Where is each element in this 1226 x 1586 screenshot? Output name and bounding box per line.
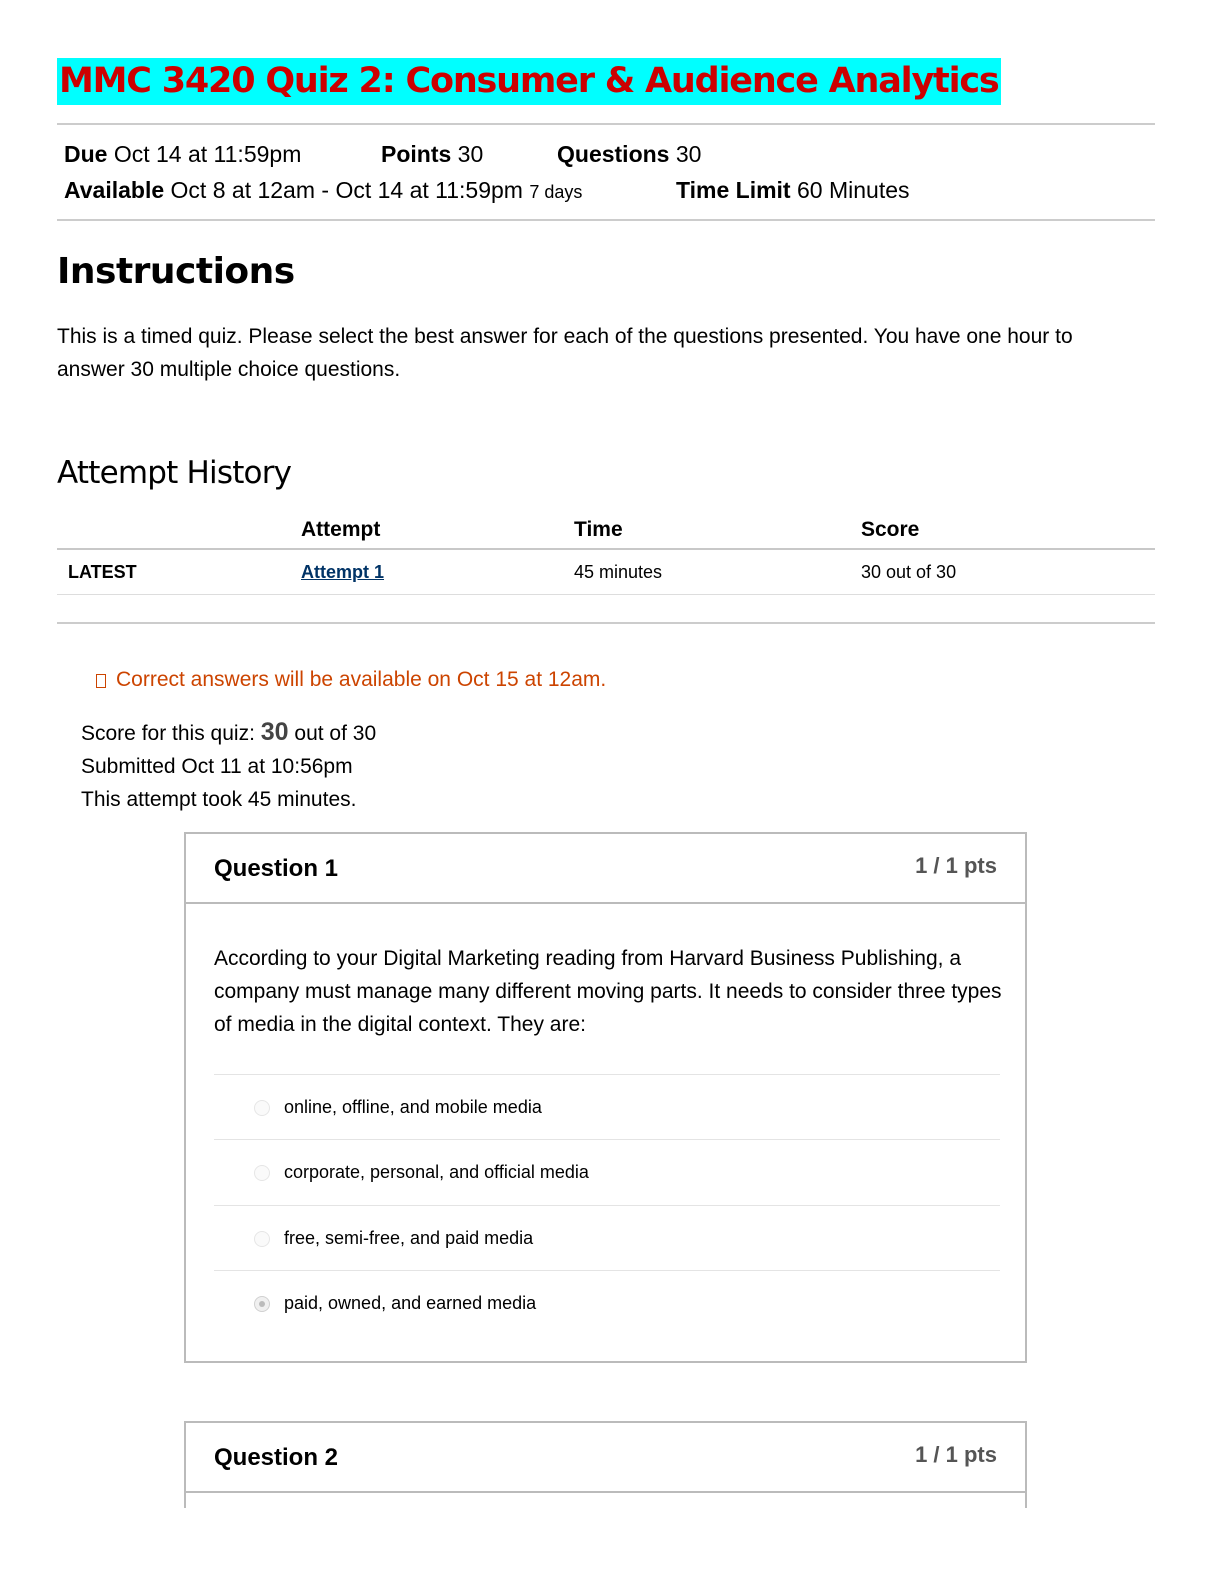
points-value: 30 xyxy=(457,141,484,167)
points-info xyxy=(381,140,483,168)
answer-label: online, offline, and mobile media xyxy=(284,1097,542,1117)
question-header xyxy=(186,834,1025,904)
questions-label: Questions xyxy=(557,141,670,167)
answer-label: paid, owned, and earned media xyxy=(284,1293,537,1313)
question-title: Question 1 xyxy=(214,855,339,882)
time-limit-label: Time Limit xyxy=(676,177,791,203)
available-value: Oct 8 at 12am - Oct 14 at 11:59pm xyxy=(170,177,523,203)
column-header-time: Time xyxy=(574,518,623,541)
due-label: Due xyxy=(64,141,108,167)
points-label: Points xyxy=(381,141,452,167)
answer-option-selected[interactable] xyxy=(214,1270,1000,1335)
question-points: 1 / 1 pts xyxy=(915,853,997,878)
question-card xyxy=(184,1421,1027,1521)
question-card xyxy=(184,832,1027,1363)
answer-label: free, semi-free, and paid media xyxy=(284,1228,534,1248)
divider xyxy=(57,219,1155,221)
table-header-divider xyxy=(57,548,1155,550)
answer-option[interactable] xyxy=(214,1139,1000,1204)
radio-button[interactable] xyxy=(254,1231,270,1247)
info-icon xyxy=(96,674,106,688)
due-info xyxy=(64,140,301,168)
instructions-text: This is a timed quiz. Please select the best answer for each of the questions presented. You have one hour to answer 30 multiple choice questions. xyxy=(57,325,1073,381)
radio-button[interactable] xyxy=(254,1100,270,1116)
questions-value: 30 xyxy=(675,141,702,167)
attempt-history-heading: Attempt History xyxy=(57,455,292,491)
page-bottom-margin xyxy=(0,1508,1226,1586)
question-points: 1 / 1 pts xyxy=(915,1442,997,1467)
radio-button-selected[interactable] xyxy=(254,1296,270,1312)
correct-answers-notice xyxy=(96,666,606,694)
attempt-score: 30 out of 30 xyxy=(861,562,957,582)
time-limit-info xyxy=(676,176,910,204)
table-row-divider xyxy=(57,594,1155,595)
attempt-duration: This attempt took 45 minutes. xyxy=(81,788,357,811)
page-title: MMC 3420 Quiz 2: Consumer & Audience Analytics xyxy=(57,58,1001,105)
time-limit-value: 60 Minutes xyxy=(797,177,910,203)
due-value: Oct 14 at 11:59pm xyxy=(113,141,302,167)
available-label: Available xyxy=(64,177,165,203)
attempt-link[interactable]: Attempt 1 xyxy=(301,562,385,582)
questions-info xyxy=(557,140,701,168)
divider xyxy=(57,123,1155,125)
column-header-score: Score xyxy=(861,518,920,541)
answer-option[interactable] xyxy=(214,1074,1000,1139)
answer-option[interactable] xyxy=(214,1205,1000,1270)
submitted-time: Submitted Oct 11 at 10:56pm xyxy=(81,755,353,778)
question-text: According to your Digital Marketing reading from Harvard Business Publishing, a company must manage many different moving parts. It needs to consider three types of media in the digital context. They are: xyxy=(214,947,1002,1036)
question-title: Question 2 xyxy=(214,1444,339,1471)
score-line xyxy=(81,718,376,748)
answer-label: corporate, personal, and official media xyxy=(284,1162,589,1182)
available-days: 7 days xyxy=(529,182,583,202)
instructions-heading: Instructions xyxy=(57,251,295,292)
attempt-status: LATEST xyxy=(68,562,137,582)
notice-text: Correct answers will be available on Oct 15 at 12am. xyxy=(116,668,607,691)
score-suffix: out of 30 xyxy=(294,722,377,745)
divider xyxy=(57,622,1155,624)
column-header-attempt: Attempt xyxy=(301,518,381,541)
score-value: 30 xyxy=(260,718,289,746)
radio-button[interactable] xyxy=(254,1165,270,1181)
attempt-time: 45 minutes xyxy=(574,562,663,582)
question-header xyxy=(186,1423,1025,1493)
score-prefix: Score for this quiz: xyxy=(81,722,255,745)
available-info xyxy=(64,176,582,206)
